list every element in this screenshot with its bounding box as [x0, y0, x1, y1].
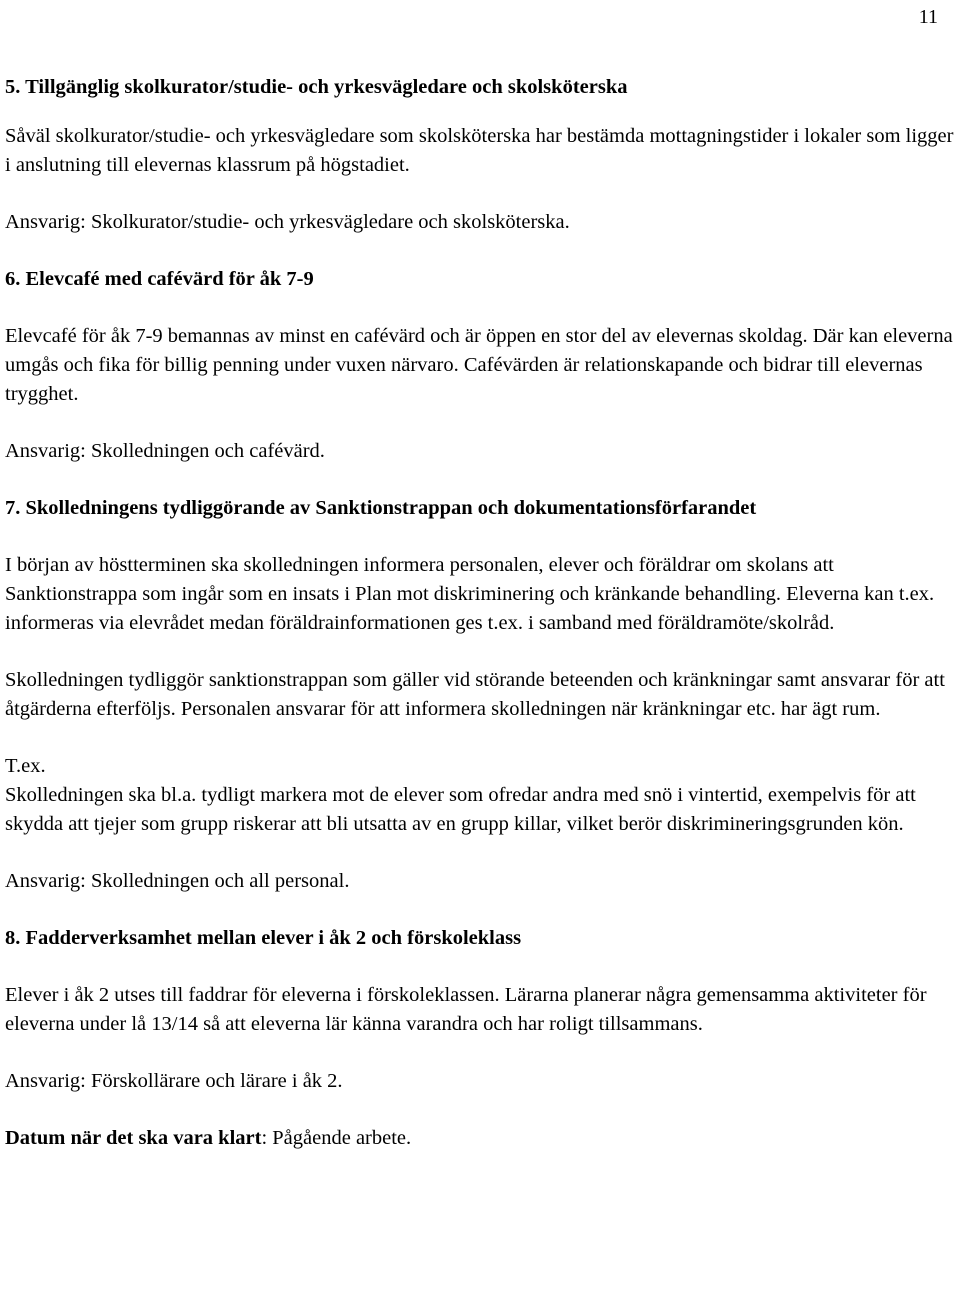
section-8-heading: 8. Fadderverksamhet mellan elever i åk 2 och förskoleklass: [5, 927, 522, 949]
deadline-separator: :: [261, 1127, 273, 1149]
section-5-paragraph: Såväl skolkurator/studie- och yrkesvägledare som skolsköterska har bestämda mottagningstider i lokaler som ligger i anslutning till elevernas klassrum på högstadiet.: [5, 125, 954, 176]
deadline-label: Datum när det ska vara klart: [5, 1127, 262, 1149]
section-7-example-label: T.ex.: [5, 755, 46, 777]
section-7-paragraph-1: I början av höstterminen ska skolledningen informera personalen, elever och föräldrar om skolans att Sanktionstrappa som ingår som en insats i Plan mot diskriminering och kränkande behandling. Eleverna kan t.ex. informeras via elevrådet medan föräldrainformationen ges t.ex. i samband med föräldramöte/skolråd.: [5, 554, 935, 634]
section-6-responsible: Ansvarig: Skolledningen och cafévärd.: [5, 440, 325, 462]
document-page: [5, 0, 955, 1153]
section-5-responsible: Ansvarig: Skolkurator/studie- och yrkesvägledare och skolsköterska.: [5, 211, 570, 233]
deadline-value: Pågående arbete.: [272, 1127, 412, 1149]
section-8-responsible: Ansvarig: Förskollärare och lärare i åk 2.: [5, 1070, 343, 1092]
section-8-paragraph: Elever i åk 2 utses till faddrar för eleverna i förskoleklassen. Lärarna planerar några gemensamma aktiviteter för eleverna under lå 13/14 så att eleverna lär känna varandra och har roligt tillsammans.: [5, 984, 927, 1035]
deadline-line: [5, 1124, 955, 1153]
section-5-heading: 5. Tillgänglig skolkurator/studie- och yrkesvägledare och skolsköterska: [5, 76, 628, 98]
section-6-heading: 6. Elevcafé med cafévärd för åk 7-9: [5, 268, 314, 290]
page-number: 11: [918, 6, 938, 28]
section-7-paragraph-2: Skolledningen tydliggör sanktionstrappan som gäller vid störande beteenden och kränkningar samt ansvarar för att åtgärderna efterföljs. Personalen ansvarar för att informera skolledningen när kränkningar etc. har ägt rum.: [5, 669, 945, 720]
section-6-paragraph: Elevcafé för åk 7-9 bemannas av minst en cafévärd och är öppen en stor del av elevernas skoldag. Där kan eleverna umgås och fika för billig penning under vuxen närvaro. Cafévärden är relationskapande och bidrar till elevernas trygghet.: [5, 325, 953, 405]
section-7-heading: 7. Skolledningens tydliggörande av Sanktionstrappan och dokumentationsförfarandet: [5, 497, 757, 519]
section-7-example-text: Skolledningen ska bl.a. tydligt markera mot de elever som ofredar andra med snö i vintertid, exempelvis för att skydda att tjejer som grupp riskerar att bli utsatta av en grupp killar, vilket berör diskrimineringsgrunden kön.: [5, 784, 916, 835]
section-7-responsible: Ansvarig: Skolledningen och all personal.: [5, 870, 350, 892]
